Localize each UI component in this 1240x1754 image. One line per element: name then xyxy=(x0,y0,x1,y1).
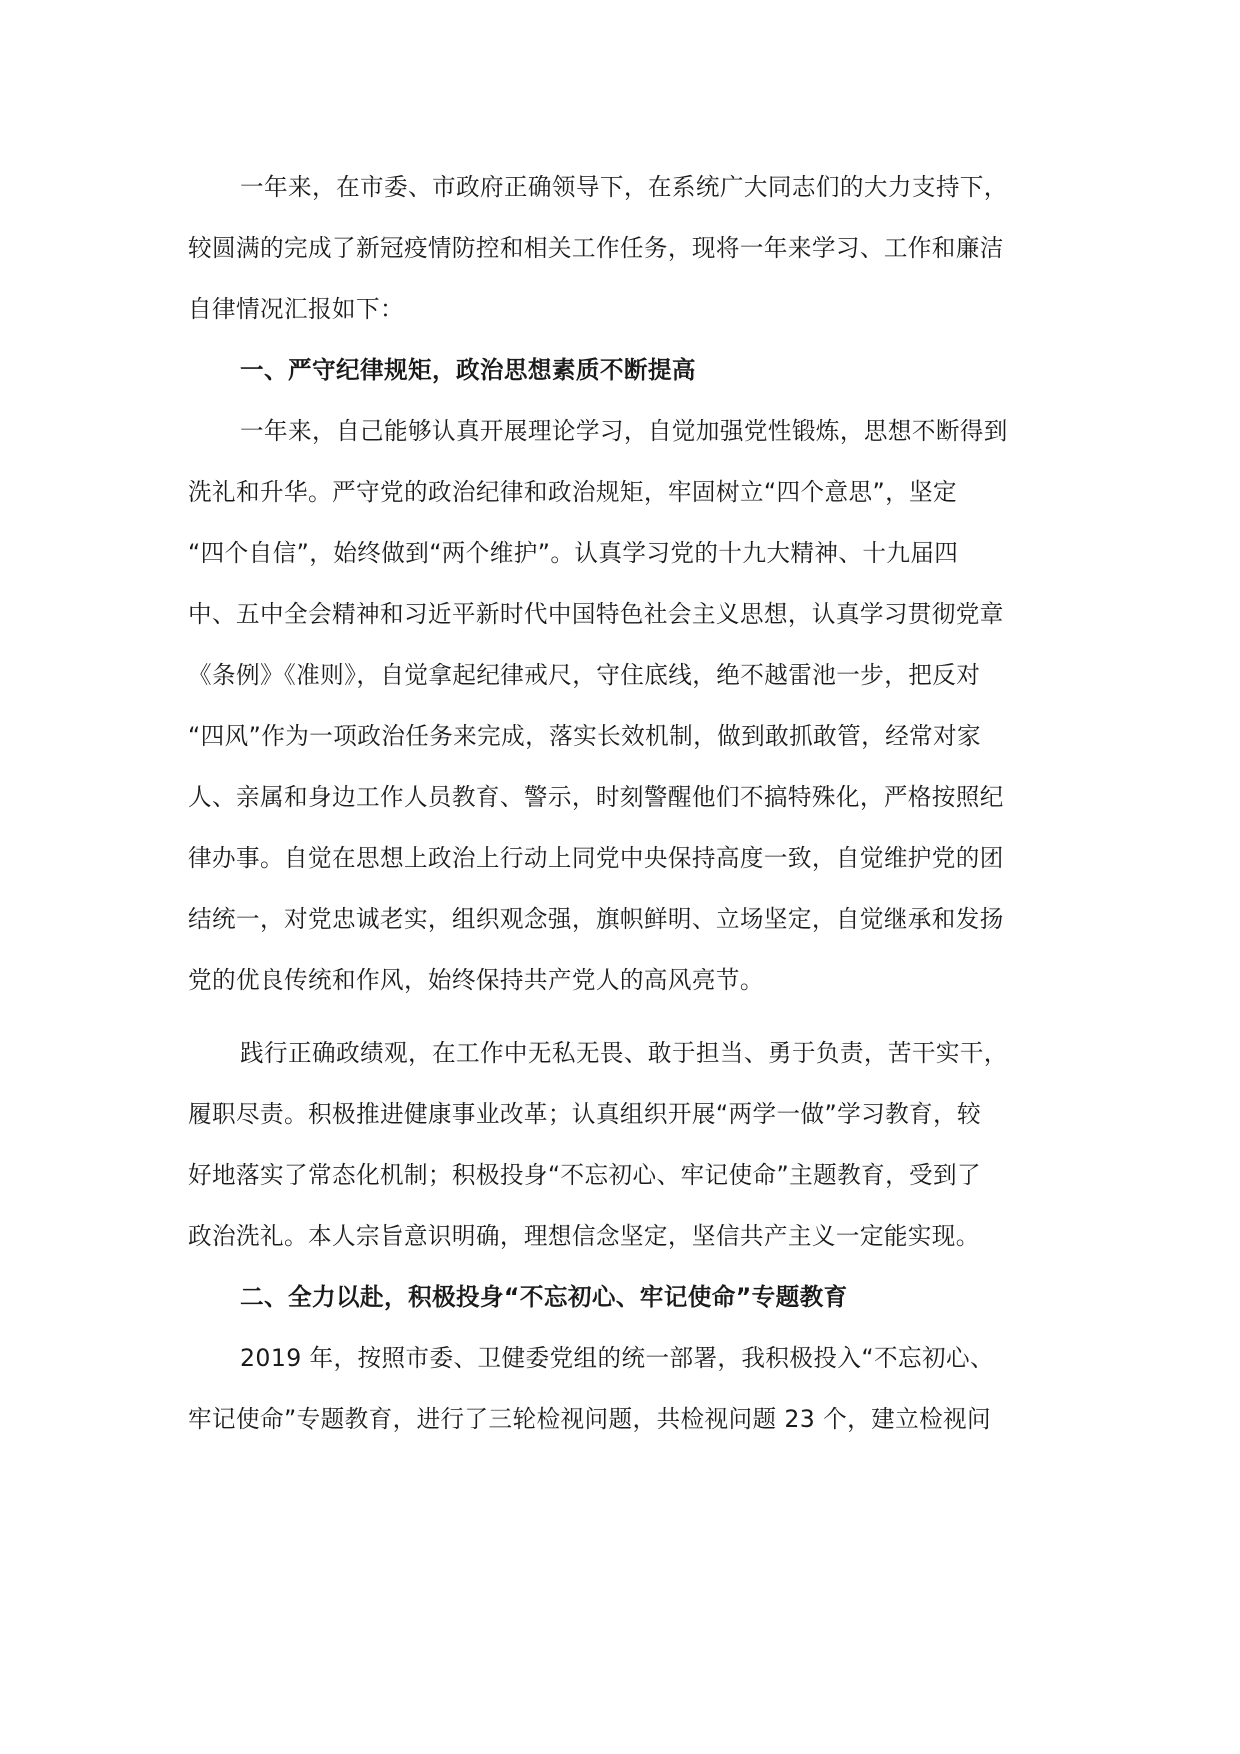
paragraph-2-line-3: “四个自信”，始终做到“两个维护”。认真学习党的十九大精神、十九届四 xyxy=(188,539,959,567)
section-heading-1: 一、严守纪律规矩，政治思想素质不断提高 xyxy=(240,356,696,384)
paragraph-2-line-9: 结统一，对党忠诚老实，组织观念强，旗帜鲜明、立场坚定，自觉继承和发扬 xyxy=(188,905,1004,933)
paragraph-3-line-1: 践行正确政绩观，在工作中无私无畏、敢于担当、勇于负责，苦干实干， xyxy=(240,1039,1008,1067)
paragraph-4-line-2: 牢记使命”专题教育，进行了三轮检视问题，共检视问题 23 个，建立检视问 xyxy=(188,1405,992,1433)
paragraph-4-line-1: 2019 年，按照市委、卫健委党组的统一部署，我积极投入“不忘初心、 xyxy=(240,1344,994,1372)
paragraph-1-line-3: 自律情况汇报如下： xyxy=(188,295,404,323)
paragraph-2-line-1: 一年来，自己能够认真开展理论学习，自觉加强党性锻炼，思想不断得到 xyxy=(240,417,1008,445)
paragraph-2-line-7: 人、亲属和身边工作人员教育、警示，时刻警醒他们不搞特殊化，严格按照纪 xyxy=(188,783,1004,811)
paragraph-3-line-2: 履职尽责。积极推进健康事业改革；认真组织开展“两学一做”学习教育，较 xyxy=(188,1100,982,1128)
paragraph-1-line-2: 较圆满的完成了新冠疫情防控和相关工作任务，现将一年来学习、工作和廉洁 xyxy=(188,234,1004,262)
section-heading-2: 二、全力以赴，积极投身“不忘初心、牢记使命”专题教育 xyxy=(240,1283,848,1311)
paragraph-3-line-4: 政治洗礼。本人宗旨意识明确，理想信念坚定，坚信共产主义一定能实现。 xyxy=(188,1222,980,1250)
paragraph-2-line-2: 洗礼和升华。严守党的政治纪律和政治规矩，牢固树立“四个意思”，坚定 xyxy=(188,478,958,506)
paragraph-2-line-5: 《条例》《准则》，自觉拿起纪律戒尺，守住底线，绝不越雷池一步，把反对 xyxy=(188,661,981,689)
paragraph-2-line-6: “四风”作为一项政治任务来完成，落实长效机制，做到敢抓敢管，经常对家 xyxy=(188,722,982,750)
paragraph-2-line-4: 中、五中全会精神和习近平新时代中国特色社会主义思想，认真学习贯彻党章 xyxy=(188,600,1004,628)
paragraph-2-line-10: 党的优良传统和作风，始终保持共产党人的高风亮节。 xyxy=(188,966,764,994)
paragraph-3-line-3: 好地落实了常态化机制；积极投身“不忘初心、牢记使命”主题教育，受到了 xyxy=(188,1161,982,1189)
paragraph-1-line-1: 一年来，在市委、市政府正确领导下，在系统广大同志们的大力支持下， xyxy=(240,173,1008,201)
paragraph-2-line-8: 律办事。自觉在思想上政治上行动上同党中央保持高度一致，自觉维护党的团 xyxy=(188,844,1004,872)
